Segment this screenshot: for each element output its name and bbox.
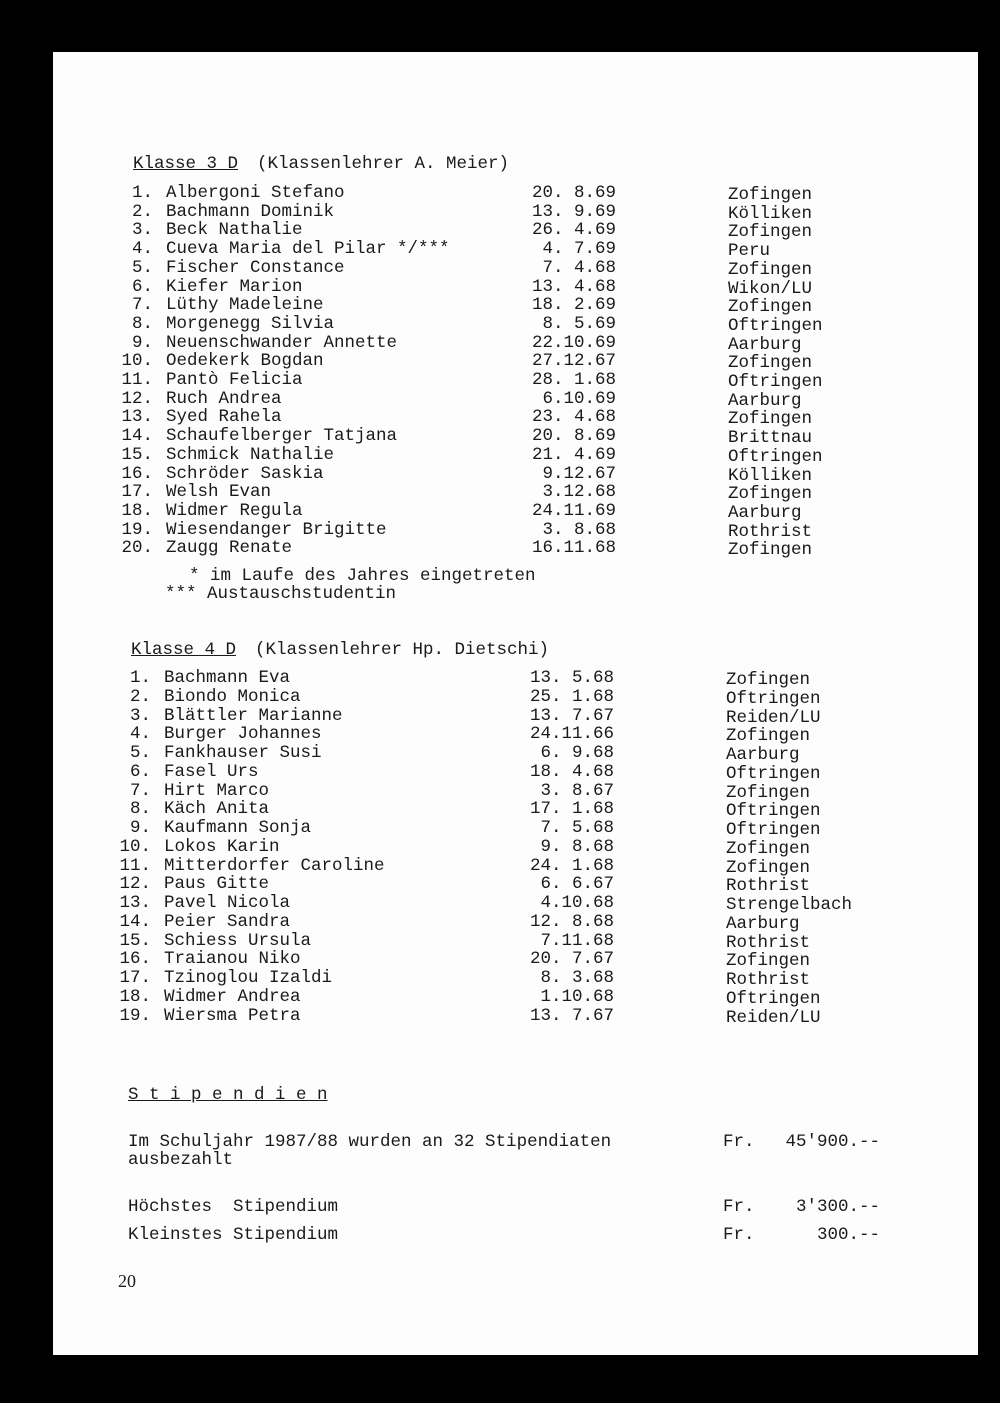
student-number: 3.: [129, 705, 151, 726]
student-hometown: Rothrist: [726, 876, 811, 897]
student-number: 2.: [129, 686, 151, 707]
student-name: Fankhauser Susi: [164, 743, 322, 763]
student-hometown: Aarburg: [728, 334, 802, 355]
student-hometown: Oftringen: [726, 763, 821, 784]
student-birthdate: 12. 8.68: [529, 911, 614, 932]
student-birthdate: 24.11.69: [531, 500, 616, 521]
student-name: Morgenegg Silvia: [166, 313, 335, 334]
student-name: Widmer Andrea: [164, 986, 301, 1007]
student-name: Syed Rahela: [166, 407, 282, 428]
student-birthdate: 20. 8.69: [531, 426, 616, 447]
student-birthdate: 18. 4.68: [529, 761, 614, 782]
student-number: 14.: [119, 911, 151, 932]
student-name: Beck Nathalie: [166, 220, 303, 241]
footnote-exchange-student: *** Austauschstudentin: [165, 584, 397, 604]
student-number: 17.: [119, 968, 151, 988]
student-hometown: Zofingen: [728, 259, 813, 280]
student-hometown: Oftringen: [728, 372, 823, 392]
student-number: 9.: [129, 818, 151, 838]
student-name: Bachmann Dominik: [166, 201, 335, 222]
student-hometown: Zofingen: [728, 297, 813, 318]
student-number: 7.: [129, 780, 151, 801]
student-hometown: Zofingen: [726, 838, 811, 859]
student-name: Albergoni Stefano: [166, 183, 345, 203]
student-hometown: Zofingen: [728, 353, 813, 374]
student-number: 19.: [119, 1005, 151, 1026]
student-number: 3.: [131, 220, 153, 241]
student-birthdate: 8. 3.68: [540, 968, 614, 988]
max-stipend-amount: 3'300.--: [795, 1197, 880, 1217]
student-hometown: Kölliken: [728, 465, 813, 486]
student-hometown: Zofingen: [726, 726, 811, 747]
student-birthdate: 16.11.68: [531, 538, 616, 559]
student-name: Tzinoglou Izaldi: [164, 968, 333, 988]
student-name: Kiefer Marion: [166, 276, 303, 297]
student-hometown: Oftringen: [726, 988, 821, 1009]
student-name: Cueva Maria del Pilar */***: [166, 239, 450, 260]
student-name: Pantò Felicia: [166, 370, 303, 390]
student-number: 16.: [121, 463, 153, 484]
student-name: Widmer Regula: [166, 500, 303, 521]
student-hometown: Aarburg: [726, 745, 800, 765]
page-number: 20: [118, 1271, 136, 1291]
student-hometown: Zofingen: [728, 409, 813, 430]
student-name: Hirt Marco: [164, 780, 270, 801]
student-number: 15.: [121, 444, 153, 465]
max-stipend-currency: Fr.: [723, 1197, 755, 1217]
student-number: 14.: [121, 426, 153, 447]
student-name: Welsh Evan: [166, 482, 272, 503]
student-number: 13.: [121, 407, 153, 428]
student-birthdate: 3. 8.68: [542, 519, 616, 540]
student-name: Traianou Niko: [164, 949, 301, 970]
student-hometown: Rothrist: [726, 932, 811, 953]
student-hometown: Zofingen: [726, 951, 811, 972]
student-birthdate: 26. 4.69: [531, 220, 616, 241]
student-hometown: Reiden/LU: [726, 707, 821, 728]
total-currency: Fr.: [723, 1132, 755, 1152]
student-name: Pavel Nicola: [164, 893, 291, 913]
student-birthdate: 20. 7.67: [529, 949, 614, 970]
student-birthdate: 3. 8.67: [540, 780, 614, 801]
student-name: Blättler Marianne: [164, 705, 343, 726]
footnote-new-student: * im Laufe des Jahres eingetreten: [189, 566, 536, 586]
student-birthdate: 9.12.67: [542, 463, 616, 484]
student-name: Oedekerk Bogdan: [166, 351, 324, 372]
student-number: 2.: [131, 201, 153, 222]
student-hometown: Oftringen: [726, 801, 821, 822]
student-hometown: Oftringen: [728, 315, 823, 336]
student-birthdate: 4.10.68: [540, 893, 614, 913]
student-birthdate: 21. 4.69: [531, 444, 616, 465]
student-hometown: Peru: [728, 241, 771, 262]
student-number: 13.: [119, 893, 151, 913]
student-number: 17.: [121, 482, 153, 503]
student-hometown: Aarburg: [728, 390, 802, 411]
student-number: 20.: [121, 538, 153, 559]
total-amount: 45'900.--: [785, 1132, 880, 1152]
student-birthdate: 7. 5.68: [540, 818, 614, 838]
student-name: Fasel Urs: [164, 761, 259, 782]
student-number: 8.: [129, 799, 151, 820]
min-stipend-currency: Fr.: [723, 1225, 755, 1245]
student-name: Burger Johannes: [164, 724, 322, 745]
student-number: 10.: [121, 351, 153, 372]
klasse-4d-teacher: (Klassenlehrer Hp. Dietschi): [255, 640, 550, 660]
student-number: 6.: [131, 276, 153, 297]
student-hometown: Zofingen: [728, 484, 813, 505]
student-birthdate: 13. 7.67: [529, 1005, 614, 1026]
student-birthdate: 20. 8.69: [531, 183, 616, 203]
stipendien-text-line1: Im Schuljahr 1987/88 wurden an 32 Stipendiaten: [128, 1132, 612, 1152]
student-hometown: Zofingen: [728, 185, 813, 205]
student-hometown: Oftringen: [728, 446, 823, 467]
student-birthdate: 27.12.67: [531, 351, 616, 372]
student-birthdate: 18. 2.69: [531, 295, 616, 316]
student-number: 12.: [121, 388, 153, 409]
student-name: Kaufmann Sonja: [164, 818, 312, 838]
student-number: 11.: [121, 370, 153, 390]
student-name: Fischer Constance: [166, 257, 345, 278]
student-birthdate: 6.10.69: [542, 388, 616, 409]
stipendien-text-line2: ausbezahlt: [128, 1150, 234, 1170]
student-name: Schröder Saskia: [166, 463, 324, 484]
student-birthdate: 13. 7.67: [529, 705, 614, 726]
student-birthdate: 4. 7.69: [542, 239, 616, 260]
student-name: Wiersma Petra: [164, 1005, 301, 1026]
student-birthdate: 7. 4.68: [542, 257, 616, 278]
student-hometown: Oftringen: [726, 688, 821, 709]
student-hometown: Zofingen: [728, 222, 813, 243]
student-hometown: Wikon/LU: [728, 278, 813, 299]
student-number: 5.: [129, 743, 151, 763]
student-hometown: Rothrist: [728, 521, 813, 542]
student-hometown: Kölliken: [728, 203, 813, 224]
student-number: 11.: [119, 855, 151, 876]
student-birthdate: 23. 4.68: [531, 407, 616, 428]
student-number: 4.: [131, 239, 153, 260]
student-hometown: Zofingen: [726, 857, 811, 878]
klasse-4d-heading: Klasse 4 D: [131, 640, 237, 660]
student-hometown: Rothrist: [726, 970, 811, 990]
student-name: Biondo Monica: [164, 686, 301, 707]
min-stipend-label: Kleinstes Stipendium: [128, 1225, 339, 1245]
document-page: [53, 52, 978, 1355]
student-birthdate: 24.11.66: [529, 724, 614, 745]
student-birthdate: 22.10.69: [531, 332, 616, 353]
student-birthdate: 1.10.68: [540, 986, 614, 1007]
student-birthdate: 8. 5.69: [542, 313, 616, 334]
student-hometown: Aarburg: [728, 502, 802, 523]
student-name: Schmick Nathalie: [166, 444, 335, 465]
student-number: 19.: [121, 519, 153, 540]
klasse-3d-heading: Klasse 3 D: [133, 154, 239, 174]
student-hometown: Oftringen: [726, 820, 821, 840]
student-birthdate: 3.12.68: [542, 482, 616, 503]
student-hometown: Brittnau: [728, 428, 813, 449]
student-number: 16.: [119, 949, 151, 970]
student-birthdate: 6. 6.67: [540, 874, 614, 895]
student-birthdate: 13. 9.69: [531, 201, 616, 222]
student-hometown: Aarburg: [726, 913, 800, 934]
student-name: Mitterdorfer Caroline: [164, 855, 385, 876]
student-name: Lokos Karin: [164, 836, 280, 857]
stipendien-heading: S t i p e n d i e n: [128, 1085, 328, 1105]
student-hometown: Strengelbach: [726, 895, 853, 915]
student-birthdate: 6. 9.68: [540, 743, 614, 763]
student-birthdate: 13. 5.68: [529, 668, 614, 688]
student-number: 1.: [129, 668, 151, 688]
student-number: 18.: [119, 986, 151, 1007]
student-number: 18.: [121, 500, 153, 521]
student-name: Lüthy Madeleine: [166, 295, 324, 316]
student-number: 1.: [131, 183, 153, 203]
student-number: 5.: [131, 257, 153, 278]
student-number: 7.: [131, 295, 153, 316]
student-name: Schiess Ursula: [164, 930, 312, 951]
student-birthdate: 7.11.68: [540, 930, 614, 951]
student-name: Schaufelberger Tatjana: [166, 426, 398, 447]
student-number: 12.: [119, 874, 151, 895]
student-number: 9.: [131, 332, 153, 353]
student-birthdate: 17. 1.68: [529, 799, 614, 820]
student-hometown: Zofingen: [728, 540, 813, 561]
student-name: Käch Anita: [164, 799, 270, 820]
student-name: Peier Sandra: [164, 911, 291, 932]
klasse-3d-teacher: (Klassenlehrer A. Meier): [257, 154, 510, 174]
student-hometown: Reiden/LU: [726, 1007, 821, 1028]
student-number: 8.: [131, 313, 153, 334]
max-stipend-label: Höchstes Stipendium: [128, 1197, 339, 1217]
student-number: 15.: [119, 930, 151, 951]
student-name: Neuenschwander Annette: [166, 332, 398, 353]
student-birthdate: 24. 1.68: [529, 855, 614, 876]
student-name: Bachmann Eva: [164, 668, 291, 688]
student-number: 10.: [119, 836, 151, 857]
student-name: Wiesendanger Brigitte: [166, 519, 387, 540]
student-birthdate: 9. 8.68: [540, 836, 614, 857]
student-name: Ruch Andrea: [166, 388, 282, 409]
student-number: 6.: [129, 761, 151, 782]
student-hometown: Zofingen: [726, 670, 811, 690]
student-hometown: Zofingen: [726, 782, 811, 803]
student-number: 4.: [129, 724, 151, 745]
student-name: Paus Gitte: [164, 874, 270, 895]
student-name: Zaugg Renate: [166, 538, 293, 559]
student-birthdate: 13. 4.68: [531, 276, 616, 297]
min-stipend-amount: 300.--: [816, 1225, 880, 1245]
student-birthdate: 28. 1.68: [531, 370, 616, 390]
student-birthdate: 25. 1.68: [529, 686, 614, 707]
